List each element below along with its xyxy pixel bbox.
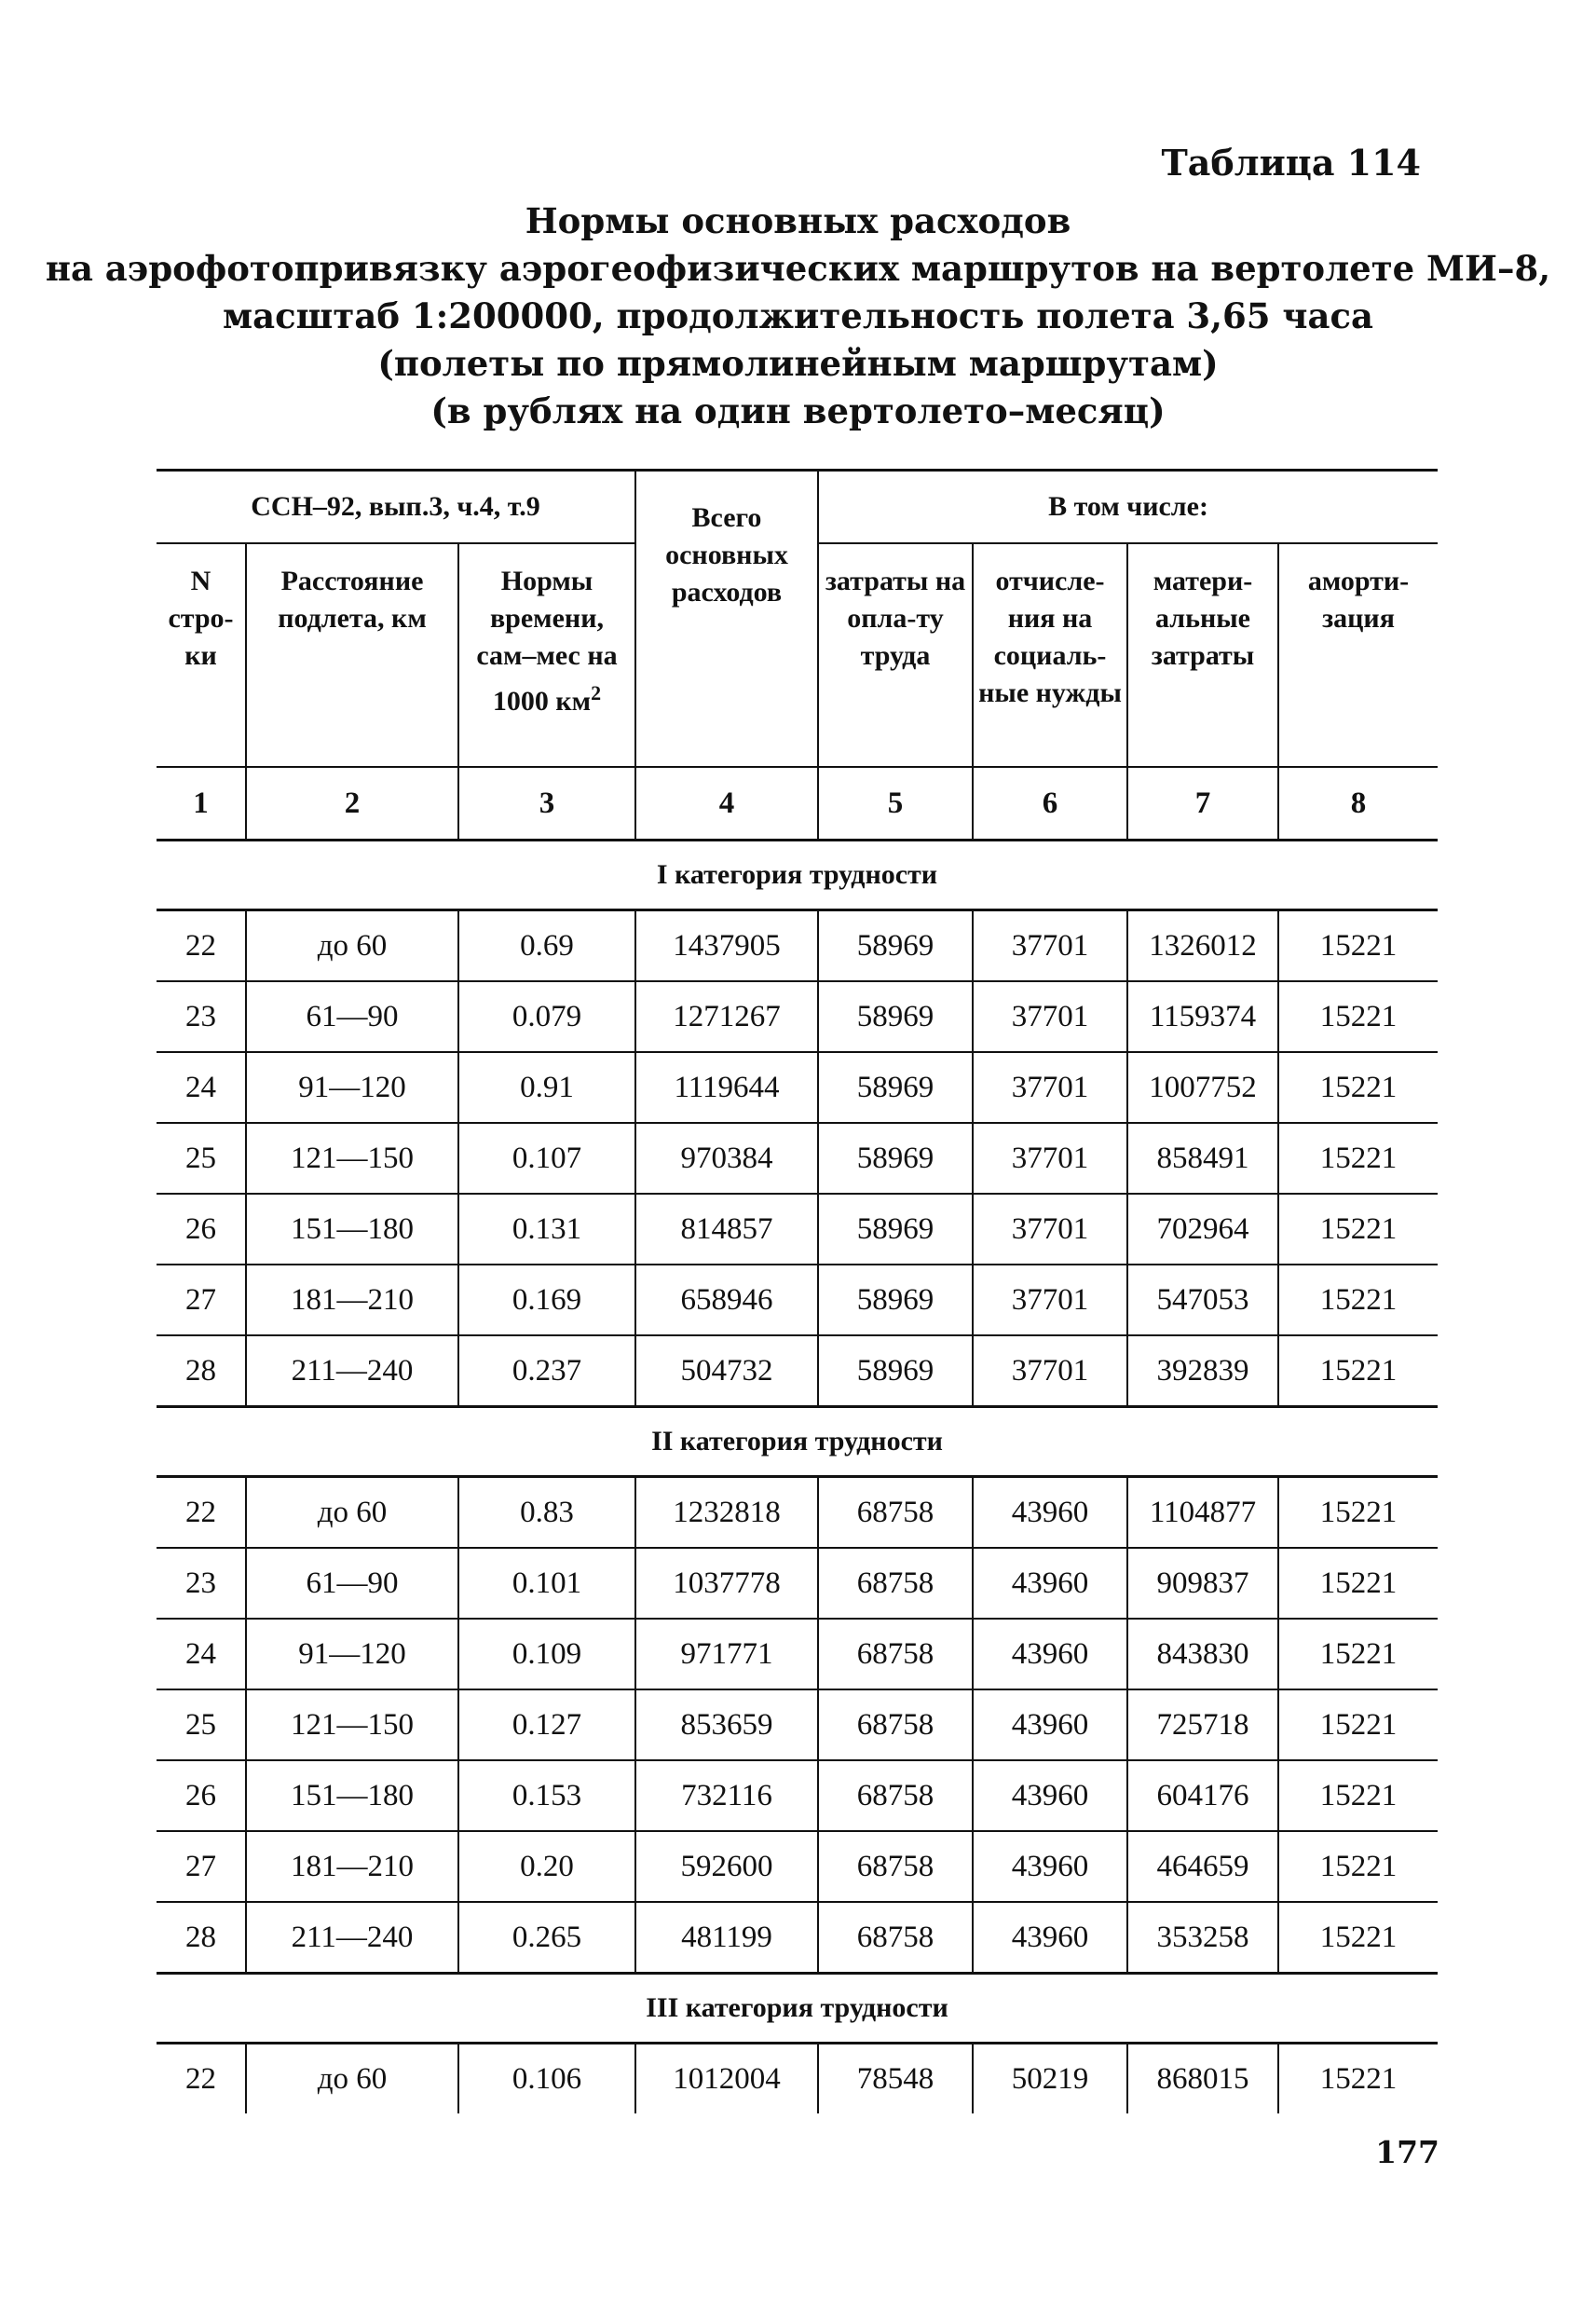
table-cell: 68758: [818, 1831, 973, 1902]
norms-table-container: [157, 469, 1438, 2113]
table-header: [157, 471, 1438, 768]
table-cell: 547053: [1127, 1265, 1278, 1335]
table-row: [157, 1689, 1438, 1760]
table-cell: 15221: [1278, 1123, 1438, 1194]
title-line: (в рублях на один вертолето–месяц): [430, 390, 1166, 431]
table-cell: 50219: [973, 2044, 1127, 2114]
table-cell: 1119644: [635, 1052, 818, 1123]
table-cell: 78548: [818, 2044, 973, 2114]
table-cell: 1437905: [635, 910, 818, 982]
table-cell: 15221: [1278, 1689, 1438, 1760]
table-cell: 68758: [818, 1902, 973, 1974]
table-cell: 464659: [1127, 1831, 1278, 1902]
table-cell: 22: [157, 910, 246, 982]
table-cell: 15221: [1278, 1831, 1438, 1902]
table-cell: 37701: [973, 981, 1127, 1052]
table-cell: 37701: [973, 1335, 1127, 1407]
table-row: [157, 910, 1438, 982]
table-cell: 25: [157, 1689, 246, 1760]
title-line: на аэрофотопривязку аэрогеофизических маршрутов на вертолете МИ–8,: [45, 248, 1551, 289]
table-cell: 37701: [973, 1052, 1127, 1123]
column-number: 6: [973, 767, 1127, 841]
table-cell: 68758: [818, 1760, 973, 1831]
table-cell: 43960: [973, 1548, 1127, 1619]
table-cell: 58969: [818, 1052, 973, 1123]
table-row: [157, 1194, 1438, 1265]
table-cell: 68758: [818, 1477, 973, 1549]
header-total: Всего основных расходов: [635, 471, 818, 768]
table-cell: 0.69: [458, 910, 635, 982]
category-row: [157, 1974, 1438, 2044]
table-cell: 0.131: [458, 1194, 635, 1265]
table-cell: 22: [157, 2044, 246, 2114]
table-cell: 26: [157, 1194, 246, 1265]
table-cell: до 60: [246, 1477, 458, 1549]
table-cell: 15221: [1278, 1335, 1438, 1407]
table-cell: 24: [157, 1052, 246, 1123]
title-line: (полеты по прямолинейным маршрутам): [377, 343, 1219, 384]
norms-table: [157, 469, 1438, 2113]
table-cell: 853659: [635, 1689, 818, 1760]
category-row: [157, 1407, 1438, 1477]
column-number: 2: [246, 767, 458, 841]
table-cell: 732116: [635, 1760, 818, 1831]
table-cell: 858491: [1127, 1123, 1278, 1194]
table-cell: 970384: [635, 1123, 818, 1194]
table-cell: 15221: [1278, 1477, 1438, 1549]
table-cell: 27: [157, 1265, 246, 1335]
table-cell: 24: [157, 1619, 246, 1689]
table-cell: 15221: [1278, 1052, 1438, 1123]
table-cell: 37701: [973, 1265, 1127, 1335]
table-cell: 1326012: [1127, 910, 1278, 982]
table-cell: 43960: [973, 1619, 1127, 1689]
header-labor: затраты на опла-ту труда: [818, 543, 973, 767]
table-cell: 392839: [1127, 1335, 1278, 1407]
table-cell: 0.106: [458, 2044, 635, 2114]
table-cell: 15221: [1278, 1619, 1438, 1689]
table-cell: 481199: [635, 1902, 818, 1974]
category-title: II категория трудности: [157, 1407, 1438, 1477]
category-title: I категория трудности: [157, 841, 1438, 910]
table-cell: 702964: [1127, 1194, 1278, 1265]
table-cell: 58969: [818, 910, 973, 982]
table-cell: 27: [157, 1831, 246, 1902]
table-cell: 58969: [818, 1194, 973, 1265]
table-cell: 68758: [818, 1548, 973, 1619]
table-cell: 0.079: [458, 981, 635, 1052]
table-cell: 0.83: [458, 1477, 635, 1549]
table-row: [157, 1760, 1438, 1831]
table-cell: 151—180: [246, 1194, 458, 1265]
table-cell: 725718: [1127, 1689, 1278, 1760]
table-cell: 658946: [635, 1265, 818, 1335]
table-cell: 1037778: [635, 1548, 818, 1619]
table-row: [157, 1548, 1438, 1619]
table-title: [0, 198, 1596, 435]
table-cell: 68758: [818, 1619, 973, 1689]
table-cell: 0.107: [458, 1123, 635, 1194]
table-cell: 592600: [635, 1831, 818, 1902]
table-cell: 37701: [973, 1194, 1127, 1265]
column-number: 3: [458, 767, 635, 841]
column-number: 7: [1127, 767, 1278, 841]
table-cell: 43960: [973, 1760, 1127, 1831]
table-cell: 15221: [1278, 910, 1438, 982]
table-cell: 353258: [1127, 1902, 1278, 1974]
table-cell: до 60: [246, 2044, 458, 2114]
column-number: 1: [157, 767, 246, 841]
table-cell: 37701: [973, 1123, 1127, 1194]
table-cell: 0.237: [458, 1335, 635, 1407]
table-cell: 26: [157, 1760, 246, 1831]
table-cell: 504732: [635, 1335, 818, 1407]
table-cell: 15221: [1278, 2044, 1438, 2114]
table-cell: 0.109: [458, 1619, 635, 1689]
category-title: III категория трудности: [157, 1974, 1438, 2044]
header-row-number: N стро-ки: [157, 543, 246, 767]
table-cell: 43960: [973, 1902, 1127, 1974]
table-row: [157, 1265, 1438, 1335]
header-ssn: ССН–92, вып.3, ч.4, т.9: [157, 471, 635, 544]
table-cell: 0.101: [458, 1548, 635, 1619]
table-cell: 121—150: [246, 1689, 458, 1760]
table-row: [157, 1335, 1438, 1407]
table-cell: 28: [157, 1902, 246, 1974]
column-number: 4: [635, 767, 818, 841]
header-including: В том числе:: [818, 471, 1438, 544]
table-cell: 91—120: [246, 1619, 458, 1689]
table-cell: 0.91: [458, 1052, 635, 1123]
column-number: 5: [818, 767, 973, 841]
table-cell: 843830: [1127, 1619, 1278, 1689]
header-time-norms-sup: 2: [591, 681, 602, 704]
table-cell: 15221: [1278, 1902, 1438, 1974]
table-row: [157, 1902, 1438, 1974]
table-cell: 121—150: [246, 1123, 458, 1194]
table-cell: 58969: [818, 1123, 973, 1194]
title-line: Нормы основных расходов: [525, 200, 1071, 241]
table-cell: 61—90: [246, 981, 458, 1052]
table-row: [157, 1831, 1438, 1902]
table-cell: 43960: [973, 1689, 1127, 1760]
table-row: [157, 1123, 1438, 1194]
table-cell: 0.169: [458, 1265, 635, 1335]
table-cell: 15221: [1278, 981, 1438, 1052]
table-cell: 1271267: [635, 981, 818, 1052]
table-cell: 0.265: [458, 1902, 635, 1974]
table-cell: 22: [157, 1477, 246, 1549]
table-cell: 28: [157, 1335, 246, 1407]
table-cell: 604176: [1127, 1760, 1278, 1831]
column-number-row: [157, 767, 1438, 841]
table-cell: 0.153: [458, 1760, 635, 1831]
table-cell: 151—180: [246, 1760, 458, 1831]
table-cell: 23: [157, 981, 246, 1052]
table-cell: 43960: [973, 1831, 1127, 1902]
table-cell: 58969: [818, 981, 973, 1052]
header-depreciation: аморти-зация: [1278, 543, 1438, 767]
table-cell: 1159374: [1127, 981, 1278, 1052]
category-row: [157, 841, 1438, 910]
table-body: [157, 767, 1438, 2113]
table-row: [157, 981, 1438, 1052]
table-number: Таблица 114: [1161, 142, 1421, 184]
table-cell: 58969: [818, 1335, 973, 1407]
table-row: [157, 1052, 1438, 1123]
table-row: [157, 1477, 1438, 1549]
table-cell: 1012004: [635, 2044, 818, 2114]
table-cell: 15221: [1278, 1548, 1438, 1619]
table-cell: 15221: [1278, 1265, 1438, 1335]
page-number: 177: [1375, 2134, 1439, 2170]
table-cell: 868015: [1127, 2044, 1278, 2114]
table-cell: 0.20: [458, 1831, 635, 1902]
table-cell: 211—240: [246, 1902, 458, 1974]
table-cell: 1232818: [635, 1477, 818, 1549]
header-time-norms: [458, 543, 635, 767]
table-row: [157, 1619, 1438, 1689]
table-cell: 0.127: [458, 1689, 635, 1760]
table-cell: 181—210: [246, 1831, 458, 1902]
table-cell: 68758: [818, 1689, 973, 1760]
header-material: матери-альные затраты: [1127, 543, 1278, 767]
header-social: отчисле-ния на социаль-ные нужды: [973, 543, 1127, 767]
table-cell: 23: [157, 1548, 246, 1619]
table-cell: 181—210: [246, 1265, 458, 1335]
table-cell: 25: [157, 1123, 246, 1194]
table-cell: 15221: [1278, 1760, 1438, 1831]
table-cell: 1104877: [1127, 1477, 1278, 1549]
table-cell: до 60: [246, 910, 458, 982]
table-cell: 909837: [1127, 1548, 1278, 1619]
header-time-norms-text: Нормы времени, сам–мес на 1000 км: [476, 566, 618, 717]
column-number: 8: [1278, 767, 1438, 841]
header-distance: Расстояние подлета, км: [246, 543, 458, 767]
table-cell: 43960: [973, 1477, 1127, 1549]
table-cell: 211—240: [246, 1335, 458, 1407]
table-cell: 814857: [635, 1194, 818, 1265]
table-cell: 91—120: [246, 1052, 458, 1123]
table-row: [157, 2044, 1438, 2114]
table-cell: 1007752: [1127, 1052, 1278, 1123]
table-cell: 61—90: [246, 1548, 458, 1619]
title-line: масштаб 1:200000, продолжительность полета 3,65 часа: [223, 295, 1373, 336]
table-cell: 971771: [635, 1619, 818, 1689]
table-cell: 58969: [818, 1265, 973, 1335]
table-cell: 15221: [1278, 1194, 1438, 1265]
table-cell: 37701: [973, 910, 1127, 982]
